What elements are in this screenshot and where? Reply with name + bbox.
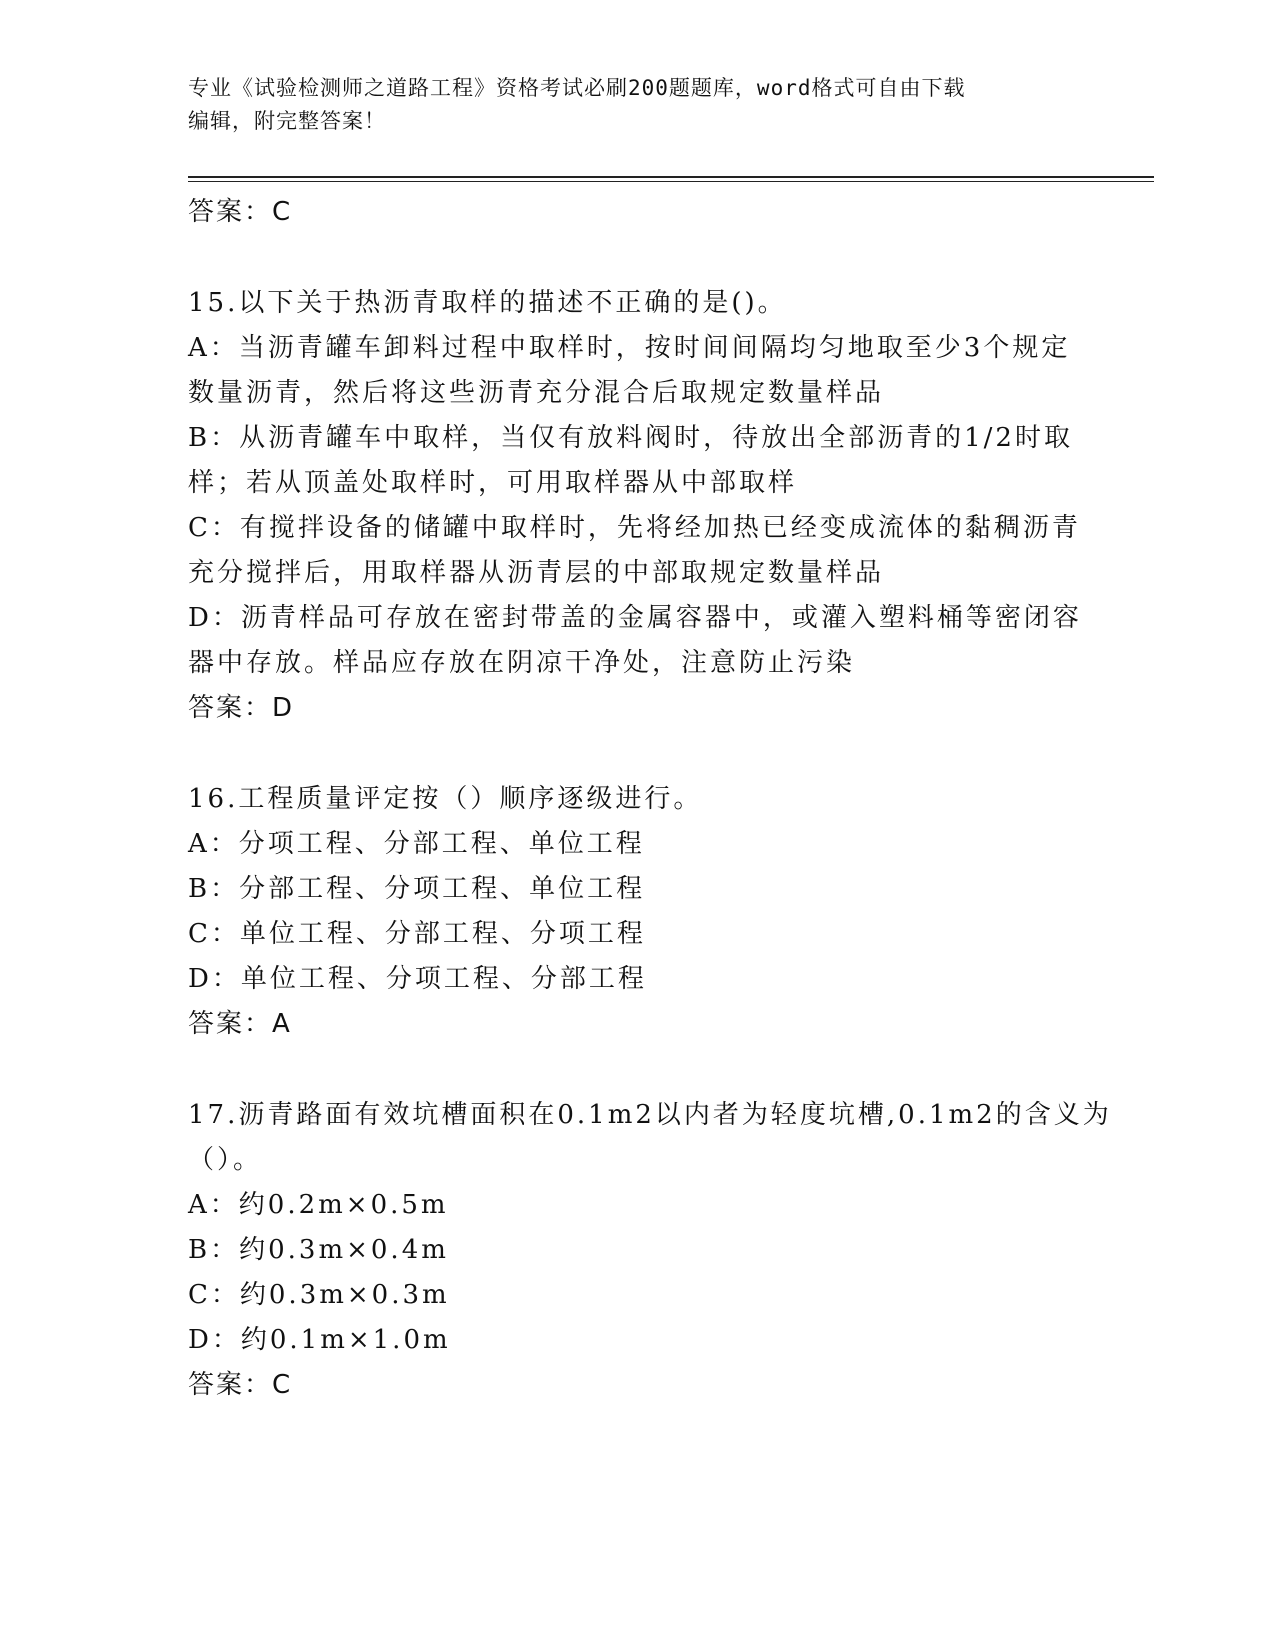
option-a: A：分项工程、分部工程、单位工程 xyxy=(188,829,645,859)
option-d-cont: 器中存放。样品应存放在阴凉干净处，注意防止污染 xyxy=(188,648,856,678)
answer: 答案：C xyxy=(188,1370,293,1400)
question-stem: 16.工程质量评定按（）顺序逐级进行。 xyxy=(188,784,703,814)
option-d: D：单位工程、分项工程、分部工程 xyxy=(188,964,647,994)
header-divider-thin xyxy=(188,181,1154,182)
option-d: D：约0.1m×1.0m xyxy=(188,1325,451,1355)
answer: 答案：A xyxy=(188,1009,292,1039)
question-15 xyxy=(188,281,1088,731)
question-16 xyxy=(188,777,1088,1047)
question-17 xyxy=(188,1093,1112,1408)
header-line-2: 编辑，附完整答案！ xyxy=(188,109,386,133)
option-b: B：约0.3m×0.4m xyxy=(188,1235,449,1265)
option-d: D：沥青样品可存放在密封带盖的金属容器中，或灌入塑料桶等密闭容 xyxy=(188,603,1082,633)
answer-q14: 答案：C xyxy=(188,197,293,227)
question-stem: 17.沥青路面有效坑槽面积在0.1m2以内者为轻度坑槽,0.1m2的含义为 xyxy=(188,1100,1112,1130)
question-stem: 15.以下关于热沥青取样的描述不正确的是()。 xyxy=(188,288,787,318)
option-c: C：单位工程、分部工程、分项工程 xyxy=(188,919,646,949)
option-c: C：约0.3m×0.3m xyxy=(188,1280,450,1310)
header-divider-thick xyxy=(188,176,1154,178)
option-c: C：有搅拌设备的储罐中取样时，先将经加热已经变成流体的黏稠沥青 xyxy=(188,513,1081,543)
document-body xyxy=(188,190,1112,1408)
option-b: B：分部工程、分项工程、单位工程 xyxy=(188,874,646,904)
spacer xyxy=(188,731,1088,777)
option-a-cont: 数量沥青，然后将这些沥青充分混合后取规定数量样品 xyxy=(188,378,885,408)
answer: 答案：D xyxy=(188,693,295,723)
spacer xyxy=(188,235,1088,281)
option-b-cont: 样；若从顶盖处取样时，可用取样器从中部取样 xyxy=(188,468,798,498)
option-b: B：从沥青罐车中取样，当仅有放料阀时，待放出全部沥青的1/2时取 xyxy=(188,423,1073,453)
spacer xyxy=(188,1047,1088,1093)
document-header xyxy=(188,72,1068,138)
header-line-1: 专业《试验检测师之道路工程》资格考试必刷200题题库，word格式可自由下载 xyxy=(188,76,966,100)
option-a: A：约0.2m×0.5m xyxy=(188,1190,449,1220)
question-stem-cont: （）。 xyxy=(188,1145,263,1175)
option-c-cont: 充分搅拌后，用取样器从沥青层的中部取规定数量样品 xyxy=(188,558,885,588)
option-a: A：当沥青罐车卸料过程中取样时，按时间间隔均匀地取至少3个规定 xyxy=(188,333,1071,363)
